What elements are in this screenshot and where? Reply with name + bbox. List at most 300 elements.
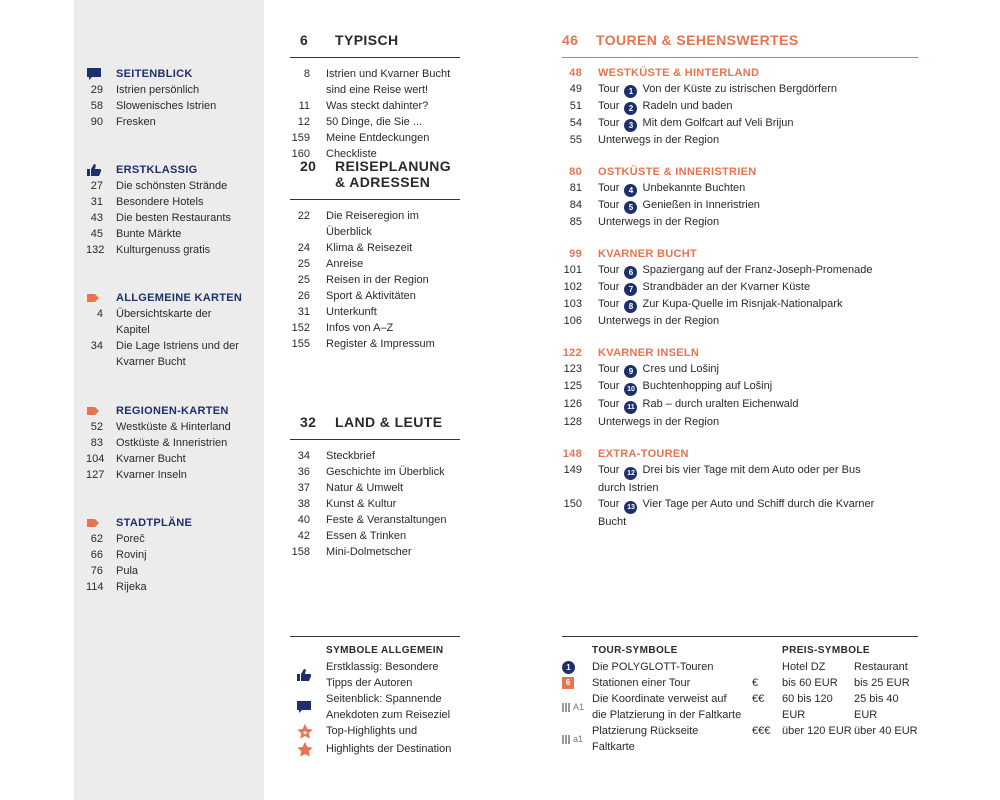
price-symbol: €€ (752, 693, 765, 705)
page-number: 40 (297, 514, 310, 526)
legend-icon-wrap (562, 659, 592, 675)
page-number: 45 (90, 228, 103, 240)
chapter-heading[interactable] (290, 158, 460, 190)
entry-label: Checkliste (326, 148, 377, 160)
tour-word: Tour (598, 298, 620, 310)
page-number: 27 (90, 180, 103, 192)
restaurant-price: über 40 EUR (854, 725, 918, 737)
chapter-entries (290, 66, 460, 162)
entry-label: Die Reiseregion im Überblick (326, 210, 419, 238)
page-number: 132 (86, 244, 105, 256)
sidebar-section (86, 162, 256, 258)
sidebar-section-title: ERSTKLASSIG (116, 164, 198, 176)
sidebar-entry[interactable] (86, 178, 256, 194)
tour-word: Tour (598, 117, 620, 129)
coordinate-badge: a1 (573, 734, 584, 744)
toc-column-right (562, 32, 918, 530)
page-number: 54 (569, 117, 582, 129)
chapter-title: TOUREN & SEHENSWERTES (596, 32, 799, 48)
entry-label: Essen & Trinken (326, 530, 407, 542)
toc-entry[interactable] (290, 272, 460, 288)
station-number-icon: 6 (562, 677, 574, 689)
region-heading[interactable] (562, 246, 918, 262)
toc-entry[interactable] (290, 208, 460, 240)
price-symbol: €€€ (752, 725, 771, 737)
page-number: 31 (297, 306, 310, 318)
legend-icon-wrap (562, 691, 592, 723)
sidebar-entry[interactable] (86, 114, 256, 130)
entry-label: Reisen in der Region (326, 274, 429, 286)
chapter-page-number: 46 (562, 32, 579, 48)
tour-number-icon: 5 (624, 201, 637, 214)
sidebar-section-heading (86, 162, 256, 178)
tour-region-section (562, 164, 918, 230)
sidebar-section-title: SEITENBLICK (116, 68, 193, 80)
sidebar-entry[interactable] (86, 242, 256, 258)
entry-label: Meine Entdeckungen (326, 132, 430, 144)
legend-label: Erstklassig: Besondere Tipps der Autoren (326, 661, 439, 689)
price-symbol: € (752, 677, 759, 689)
entry-label: Feste & Veranstaltungen (326, 514, 447, 526)
entry-text (598, 378, 888, 396)
tour-entry[interactable] (562, 313, 918, 329)
legend-entry (290, 723, 460, 741)
tour-word: Tour (598, 264, 620, 276)
page-number: 11 (298, 100, 310, 112)
chapter-entries (290, 208, 460, 352)
entry-label: Strandbäder an der Kvarner Küste (642, 281, 811, 293)
sidebar-entry[interactable] (86, 194, 256, 210)
region-page-number: 148 (562, 448, 582, 460)
tour-word: Tour (598, 100, 620, 112)
entry-text (598, 462, 888, 496)
page-number: 36 (297, 466, 310, 478)
toc-entry[interactable] (290, 320, 460, 336)
legend-heading: TOUR-SYMBOLE (592, 645, 678, 656)
page-number: 76 (90, 565, 103, 577)
entry-label: Register & Impressum (326, 338, 435, 350)
page-number: 158 (291, 546, 310, 558)
tour-symbol-list (562, 643, 742, 755)
page-number: 101 (563, 264, 582, 276)
tour-word: Tour (598, 380, 620, 392)
price-symbol-list (752, 643, 922, 739)
map-grid-icon (562, 691, 584, 723)
restaurant-price: 25 bis 40 EUR (854, 693, 899, 721)
sidebar-section-title: ALLGEMEINE KARTEN (116, 292, 243, 304)
tour-number-icon: 7 (624, 283, 637, 296)
legend-icon-wrap (290, 723, 326, 741)
toc-chapter-typisch (290, 32, 460, 162)
legend-general-symbols (290, 636, 460, 759)
entry-label: Rovinj (116, 549, 147, 561)
entry-label: Die besten Restaurants (116, 212, 231, 224)
page-number: 22 (297, 210, 310, 222)
toc-entry[interactable] (290, 448, 460, 464)
toc-entry[interactable] (290, 544, 460, 560)
legend-label: Platzierung Rückseite Faltkarte (592, 725, 699, 753)
page-number: 127 (86, 469, 105, 481)
entry-label: Geschichte im Überblick (326, 466, 445, 478)
sidebar-section-heading (86, 403, 256, 419)
page-number: 103 (563, 298, 582, 310)
map-tag-icon (86, 517, 100, 529)
page-number: 8 (303, 68, 310, 80)
page-number: 34 (297, 450, 310, 462)
sidebar-section (86, 403, 256, 483)
tour-region-section (562, 345, 918, 430)
sidebar-entry[interactable] (86, 82, 256, 98)
price-row (752, 675, 922, 691)
price-row (752, 723, 922, 739)
legend-entry (290, 741, 460, 759)
entry-text (598, 132, 888, 148)
sidebar-entry[interactable] (86, 531, 256, 547)
tour-entry[interactable] (562, 396, 918, 414)
legend-icon-wrap (562, 675, 592, 691)
sidebar-section-heading (86, 66, 256, 82)
legend-divider (290, 636, 460, 637)
region-title: OSTKÜSTE & INNERISTRIEN (598, 166, 757, 178)
entry-label: Besondere Hotels (116, 196, 204, 208)
sidebar-entry[interactable] (86, 451, 256, 467)
highlight-star-icon (296, 741, 314, 759)
page-number: 149 (563, 464, 582, 476)
page-number: 12 (297, 116, 310, 128)
sidebar-entry[interactable] (86, 419, 256, 435)
toc-entry[interactable] (290, 66, 460, 98)
top-highlight-star-icon (296, 723, 314, 741)
sidebar-entry[interactable] (86, 579, 256, 595)
page-number: 49 (569, 83, 582, 95)
tour-number-icon: 11 (624, 401, 637, 414)
tour-entry[interactable] (562, 81, 918, 98)
legend-tour-symbols (562, 636, 918, 753)
toc-entry[interactable] (290, 336, 460, 352)
entry-label: Natur & Umwelt (326, 482, 404, 494)
tour-word: Tour (598, 182, 620, 194)
entry-text (598, 197, 888, 214)
entry-label: Mit dem Golfcart auf Veli Brijun (642, 117, 794, 129)
page-number: 51 (569, 100, 582, 112)
tour-word: Tour (598, 83, 620, 95)
entry-label: Kunst & Kultur (326, 498, 397, 510)
heading-divider (290, 439, 460, 440)
price-column-header: Restaurant (854, 661, 908, 673)
region-page-number: 99 (569, 248, 582, 260)
page-number: 42 (297, 530, 310, 542)
tour-sections (562, 65, 918, 530)
sidebar-entry[interactable] (86, 467, 256, 483)
tour-number-icon: 10 (624, 383, 637, 396)
entry-label: Poreč (116, 533, 145, 545)
chapter-heading[interactable] (562, 32, 918, 48)
page-number: 43 (90, 212, 103, 224)
entry-label: Unterwegs in der Region (598, 416, 720, 428)
region-heading[interactable] (562, 446, 918, 462)
region-title: WESTKÜSTE & HINTERLAND (598, 67, 760, 79)
sidebar-section-title: REGIONEN-KARTEN (116, 405, 229, 417)
tour-word: Tour (598, 199, 620, 211)
price-column-header: Hotel DZ (782, 661, 826, 673)
sidebar-entry[interactable] (86, 563, 256, 579)
sidebar-icon-wrap (86, 162, 108, 178)
tour-number-icon: 2 (624, 102, 637, 115)
sidebar-icon-wrap (86, 403, 108, 419)
region-heading[interactable] (562, 65, 918, 81)
tour-region-section (562, 246, 918, 329)
tour-entry[interactable] (562, 98, 918, 115)
entry-label: Istrien persönlich (116, 84, 200, 96)
toc-entry[interactable] (290, 512, 460, 528)
entry-label: Istrien und Kvarner Bucht sind eine Reise wert! (326, 68, 451, 96)
legend-entry (562, 659, 742, 675)
entry-label: Unterkunft (326, 306, 377, 318)
speech-bubble-icon (296, 691, 312, 723)
sidebar-section (86, 515, 256, 595)
chapter-title: TYPISCH (335, 32, 399, 48)
hotel-price: bis 60 EUR (782, 677, 838, 689)
price-header-row (752, 659, 922, 675)
entry-label: Kulturgenuss gratis (116, 244, 211, 256)
toc-entry[interactable] (290, 114, 460, 130)
entry-label: Infos von A–Z (326, 322, 394, 334)
entry-label: Unterwegs in der Region (598, 134, 720, 146)
tour-number-icon: 6 (624, 266, 637, 279)
entry-label: Steckbrief (326, 450, 375, 462)
tour-entry[interactable] (562, 462, 918, 496)
toc-entry[interactable] (290, 464, 460, 480)
tour-entry[interactable] (562, 262, 918, 279)
entry-label: Kvarner Bucht (116, 453, 186, 465)
legend-heading: PREIS-SYMBOLE (782, 645, 870, 656)
tour-number-icon: 1 (562, 661, 575, 674)
chapter-heading[interactable] (290, 32, 460, 48)
sidebar-icon-wrap (86, 515, 108, 531)
legend-divider (562, 636, 918, 637)
page-number: 84 (569, 199, 582, 211)
legend-icon-wrap (290, 691, 326, 723)
entry-label: Die schönsten Strände (116, 180, 228, 192)
entry-label: Slowenisches Istrien (116, 100, 217, 112)
page-number: 159 (291, 132, 310, 144)
tour-entry[interactable] (562, 296, 918, 313)
toc-entry[interactable] (290, 496, 460, 512)
page-number: 125 (563, 380, 582, 392)
entry-text (598, 396, 888, 414)
sidebar-entry[interactable] (86, 98, 256, 114)
legend-entry (562, 675, 742, 691)
hotel-price: über 120 EUR (782, 725, 852, 737)
region-title: EXTRA-TOUREN (598, 448, 689, 460)
chapter-title: REISEPLANUNG & ADRESSEN (335, 158, 452, 190)
sidebar-section (86, 290, 256, 370)
legend-entry (562, 691, 742, 723)
tour-number-icon: 12 (624, 467, 637, 480)
entry-text (598, 81, 888, 98)
page-number: 55 (569, 134, 582, 146)
page-number: 90 (90, 116, 103, 128)
price-symbol-spacer (752, 659, 782, 675)
sidebar-entry[interactable] (86, 338, 256, 370)
page-number: 85 (569, 216, 582, 228)
page-number: 114 (86, 581, 104, 593)
tour-entry[interactable] (562, 414, 918, 430)
page-number: 34 (90, 340, 103, 352)
thumbs-up-icon (296, 659, 312, 691)
sidebar-entry[interactable] (86, 435, 256, 451)
tour-number-icon: 1 (624, 85, 637, 98)
tour-entry[interactable] (562, 197, 918, 214)
tour-word: Tour (598, 363, 620, 375)
page-number: 38 (297, 498, 310, 510)
page-number: 29 (90, 84, 103, 96)
sidebar-entry[interactable] (86, 210, 256, 226)
entry-label: Drei bis vier Tage mit dem Auto oder per Bus durch Istrien (598, 464, 861, 494)
page-number: 106 (563, 315, 582, 327)
legend-label: Seitenblick: Spannende Anekdoten zum Reiseziel (326, 693, 451, 721)
entry-text (598, 296, 888, 313)
entry-label: Was steckt dahinter? (326, 100, 429, 112)
price-row (752, 691, 922, 723)
legend-heading: SYMBOLE ALLGEMEIN (326, 645, 444, 656)
tour-region-section (562, 446, 918, 530)
entry-text (598, 496, 888, 530)
page-number: 102 (563, 281, 582, 293)
page-number: 155 (291, 338, 310, 350)
page-number: 81 (569, 182, 582, 194)
sidebar-entry[interactable] (86, 547, 256, 563)
page-number: 58 (90, 100, 103, 112)
entry-text (598, 98, 888, 115)
map-tag-icon (86, 405, 100, 417)
sidebar-entry[interactable] (86, 306, 256, 338)
toc-entry[interactable] (290, 98, 460, 114)
region-page-number: 80 (569, 166, 582, 178)
entry-label: Radeln und baden (642, 100, 733, 112)
tour-entry[interactable] (562, 361, 918, 378)
entry-label: Unbekannte Buchten (642, 182, 746, 194)
sidebar-section-heading (86, 515, 256, 531)
coordinate-badge: A1 (573, 702, 585, 712)
entry-label: Mini-Dolmetscher (326, 546, 412, 558)
region-heading[interactable] (562, 345, 918, 361)
legend-entry (290, 691, 460, 723)
sidebar-icon-wrap (86, 66, 108, 82)
speech-bubble-icon (86, 67, 102, 81)
sidebar-section-title: STADTPLÄNE (116, 517, 193, 529)
toc-entry[interactable] (290, 256, 460, 272)
sidebar-section (86, 66, 256, 130)
region-page-number: 48 (569, 67, 582, 79)
tour-entry[interactable] (562, 132, 918, 148)
legend-entry (562, 723, 742, 755)
tour-number-icon: 3 (624, 119, 637, 132)
entry-label: Kvarner Inseln (116, 469, 187, 481)
map-grid-icon (562, 723, 583, 755)
page-number: 66 (90, 549, 103, 561)
legend-label: Die POLYGLOTT-Touren (592, 661, 714, 673)
region-title: KVARNER BUCHT (598, 248, 698, 260)
tour-entry[interactable] (562, 279, 918, 296)
entry-label: Anreise (326, 258, 364, 270)
tour-number-icon: 13 (624, 501, 637, 514)
legend-label: Die Koordinate verweist auf die Platzierung in der Faltkarte (592, 693, 742, 721)
entry-label: Cres und Lošinj (642, 363, 719, 375)
entry-text (598, 214, 888, 230)
legend-entry (290, 659, 460, 691)
entry-label: Unterwegs in der Region (598, 315, 720, 327)
chapter-title: LAND & LEUTE (335, 414, 443, 430)
chapter-entries (290, 448, 460, 560)
toc-chapter-reiseplanung (290, 158, 460, 352)
region-title: KVARNER INSELN (598, 347, 700, 359)
chapter-page-number: 20 (300, 158, 317, 174)
hotel-price: 60 bis 120 EUR (782, 693, 833, 721)
region-heading[interactable] (562, 164, 918, 180)
entry-label: Sport & Aktivitäten (326, 290, 416, 302)
entry-text (598, 115, 888, 132)
entry-label: Spaziergang auf der Franz-Joseph-Promenade (642, 264, 873, 276)
entry-text (598, 279, 888, 296)
tour-entry[interactable] (562, 378, 918, 396)
toc-entry[interactable] (290, 240, 460, 256)
tour-entry[interactable] (562, 496, 918, 530)
page-number: 25 (297, 258, 310, 270)
entry-label: Zur Kupa-Quelle im Risnjak-Nationalpark (642, 298, 843, 310)
entry-label: Vier Tage per Auto und Schiff durch die Kvarner Bucht (598, 498, 875, 528)
chapter-heading[interactable] (290, 414, 460, 430)
thumbs-up-icon (86, 163, 102, 177)
tour-word: Tour (598, 281, 620, 293)
entry-label: Die Lage Istriens und der Kvarner Bucht (116, 340, 239, 368)
tour-entry[interactable] (562, 115, 918, 132)
heading-divider (290, 57, 460, 58)
entry-text (598, 180, 888, 197)
sidebar-entry[interactable] (86, 226, 256, 242)
region-page-number: 122 (562, 347, 582, 359)
entry-label: Von der Küste zu istrischen Bergdörfern (642, 83, 837, 95)
tour-number-icon: 4 (624, 184, 637, 197)
page-number: 25 (297, 274, 310, 286)
page-number: 150 (563, 498, 582, 510)
entry-label: Westküste & Hinterland (116, 421, 231, 433)
tour-entry[interactable] (562, 180, 918, 197)
tour-region-section (562, 65, 918, 148)
entry-text (598, 313, 888, 329)
legend-icon-wrap (562, 723, 592, 755)
page-number: 104 (86, 453, 105, 465)
restaurant-price: bis 25 EUR (854, 677, 910, 689)
tour-word: Tour (598, 498, 620, 510)
toc-entry[interactable] (290, 304, 460, 320)
page-number: 160 (291, 148, 310, 160)
entry-label: Übersichtskarte der Kapitel (116, 308, 212, 336)
toc-entry[interactable] (290, 480, 460, 496)
toc-entry[interactable] (290, 130, 460, 146)
toc-entry[interactable] (290, 528, 460, 544)
entry-label: Bunte Märkte (116, 228, 182, 240)
tour-entry[interactable] (562, 214, 918, 230)
sidebar-section-heading (86, 290, 256, 306)
heading-divider (562, 57, 918, 58)
page-number: 126 (563, 398, 582, 410)
toc-entry[interactable] (290, 288, 460, 304)
page-number: 123 (563, 363, 582, 375)
page-number: 83 (90, 437, 103, 449)
page-number: 128 (563, 416, 582, 428)
page-number: 24 (297, 242, 310, 254)
